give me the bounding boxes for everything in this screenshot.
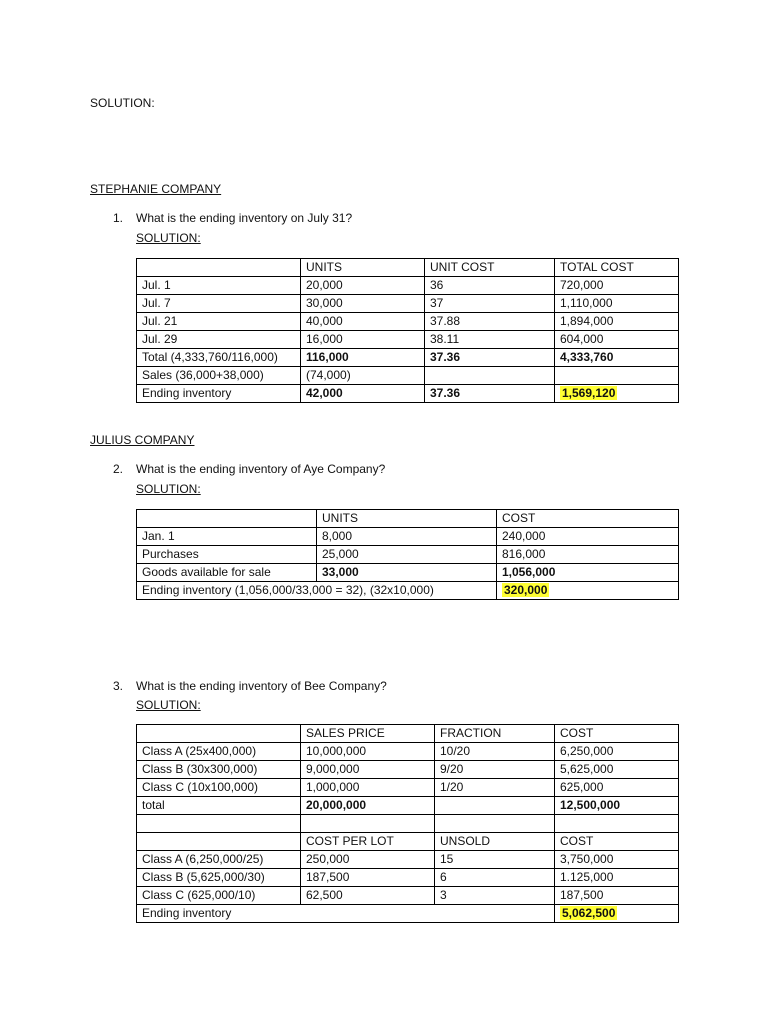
table-cell: 9,000,000: [301, 761, 435, 779]
inventory-table-bee: [136, 724, 679, 923]
table-cell: 187,500: [555, 887, 679, 905]
table-cell: 36: [425, 277, 555, 295]
table-cell: [301, 815, 435, 833]
table-row: [137, 277, 679, 295]
header-cell: [137, 833, 301, 851]
header-cell: TOTAL COST: [555, 259, 679, 277]
table-cell: Sales (36,000+38,000): [137, 367, 301, 385]
table-row: [137, 869, 679, 887]
table-cell: 40,000: [301, 313, 425, 331]
table-cell: 1,110,000: [555, 295, 679, 313]
table-row: [137, 331, 679, 349]
table-cell: 6,250,000: [555, 743, 679, 761]
table-cell: 1.125,000: [555, 869, 679, 887]
solution-label: SOLUTION:: [136, 482, 201, 496]
table-row: [137, 546, 679, 564]
table-cell: 3,750,000: [555, 851, 679, 869]
table-cell: 10,000,000: [301, 743, 435, 761]
inventory-table-stephanie: [136, 258, 679, 403]
table-cell: Class C (10x100,000): [137, 779, 301, 797]
question-text: What is the ending inventory of Bee Company?: [136, 679, 387, 693]
question-text: What is the ending inventory on July 31?: [136, 211, 353, 225]
table-header-row: [137, 725, 679, 743]
question-number: 1.: [113, 211, 124, 225]
table-cell: [435, 815, 555, 833]
table-row: [137, 761, 679, 779]
table-cell: Jul. 7: [137, 295, 301, 313]
table-cell: Jul. 1: [137, 277, 301, 295]
table-cell: Purchases: [137, 546, 317, 564]
table-cell: (74,000): [301, 367, 425, 385]
header-cell: SALES PRICE: [301, 725, 435, 743]
table-cell: 20,000,000: [301, 797, 435, 815]
header-cell: COST PER LOT: [301, 833, 435, 851]
table-cell: Jul. 21: [137, 313, 301, 331]
table-row: [137, 295, 679, 313]
header-cell: [137, 725, 301, 743]
answer-cell: [555, 905, 679, 923]
table-cell: 1/20: [435, 779, 555, 797]
table-row-ending: [137, 385, 679, 403]
table-cell: 240,000: [497, 528, 679, 546]
table-cell: 4,333,760: [555, 349, 679, 367]
header-cell: FRACTION: [435, 725, 555, 743]
header-cell: UNITS: [317, 510, 497, 528]
table-cell: 1,000,000: [301, 779, 435, 797]
table-row-ending: [137, 905, 679, 923]
question-number: 2.: [113, 462, 124, 476]
table-row-ending: [137, 582, 679, 600]
inventory-table-aye: [136, 509, 679, 600]
header-cell: [137, 510, 317, 528]
company-heading-stephanie: STEPHANIE COMPANY: [90, 182, 222, 196]
table-cell: 20,000: [301, 277, 425, 295]
table-cell: [435, 797, 555, 815]
header-cell: [137, 259, 301, 277]
table-cell: 16,000: [301, 331, 425, 349]
table-row-total: [137, 349, 679, 367]
table-cell: 6: [435, 869, 555, 887]
table-cell: Goods available for sale: [137, 564, 317, 582]
table-cell: 62,500: [301, 887, 435, 905]
table-row: [137, 887, 679, 905]
highlighted-answer: 5,062,500: [562, 906, 616, 920]
solution-label: SOLUTION:: [136, 231, 201, 245]
question-text: What is the ending inventory of Aye Company?: [136, 462, 386, 476]
table-cell: 604,000: [555, 331, 679, 349]
table-cell: 30,000: [301, 295, 425, 313]
table-cell: [555, 815, 679, 833]
table-cell: 625,000: [555, 779, 679, 797]
table-cell: Class B (5,625,000/30): [137, 869, 301, 887]
table-cell: Class C (625,000/10): [137, 887, 301, 905]
table-cell: total: [137, 797, 301, 815]
table-cell: Ending inventory (1,056,000/33,000 = 32), (32x10,000): [137, 582, 497, 600]
table-spacer-row: [137, 815, 679, 833]
table-cell: 720,000: [555, 277, 679, 295]
highlighted-answer: 1,569,120: [562, 386, 616, 400]
table-row-total: [137, 564, 679, 582]
table-row: [137, 313, 679, 331]
header-cell: COST: [555, 833, 679, 851]
table-cell: 38.11: [425, 331, 555, 349]
company-heading-julius: JULIUS COMPANY: [90, 433, 195, 447]
table-cell: Class B (30x300,000): [137, 761, 301, 779]
table-cell: 25,000: [317, 546, 497, 564]
header-cell: UNIT COST: [425, 259, 555, 277]
solution-label: SOLUTION:: [136, 698, 201, 712]
table-row: [137, 743, 679, 761]
table-cell: 3: [435, 887, 555, 905]
answer-cell: [555, 385, 679, 403]
table-row: [137, 367, 679, 385]
table-cell: Jan. 1: [137, 528, 317, 546]
table-row: [137, 528, 679, 546]
table-row-total: [137, 797, 679, 815]
table-cell: 250,000: [301, 851, 435, 869]
table-cell: 1,894,000: [555, 313, 679, 331]
table-header-row: [137, 510, 679, 528]
table-cell: 12,500,000: [555, 797, 679, 815]
table-cell: 116,000: [301, 349, 425, 367]
table-cell: 15: [435, 851, 555, 869]
table-cell: Ending inventory: [137, 385, 301, 403]
table-cell: Class A (6,250,000/25): [137, 851, 301, 869]
table-header-row: [137, 833, 679, 851]
header-cell: UNITS: [301, 259, 425, 277]
table-cell: 187,500: [301, 869, 435, 887]
table-cell: [555, 367, 679, 385]
table-cell: 33,000: [317, 564, 497, 582]
table-cell: 42,000: [301, 385, 425, 403]
answer-cell: [497, 582, 679, 600]
table-cell: 816,000: [497, 546, 679, 564]
table-cell: [425, 367, 555, 385]
table-cell: Ending inventory: [137, 905, 555, 923]
table-cell: 8,000: [317, 528, 497, 546]
table-cell: 37.36: [425, 349, 555, 367]
table-cell: 37: [425, 295, 555, 313]
table-cell: [137, 815, 301, 833]
table-cell: Jul. 29: [137, 331, 301, 349]
table-cell: Total (4,333,760/116,000): [137, 349, 301, 367]
table-header-row: [137, 259, 679, 277]
header-cell: UNSOLD: [435, 833, 555, 851]
header-cell: COST: [497, 510, 679, 528]
table-cell: Class A (25x400,000): [137, 743, 301, 761]
table-row: [137, 851, 679, 869]
highlighted-answer: 320,000: [504, 583, 548, 597]
table-cell: 37.36: [425, 385, 555, 403]
table-cell: 5,625,000: [555, 761, 679, 779]
table-cell: 9/20: [435, 761, 555, 779]
header-cell: COST: [555, 725, 679, 743]
table-cell: 10/20: [435, 743, 555, 761]
table-cell: 1,056,000: [497, 564, 679, 582]
table-cell: 37.88: [425, 313, 555, 331]
table-row: [137, 779, 679, 797]
page-heading: SOLUTION:: [90, 96, 155, 110]
question-number: 3.: [113, 679, 124, 693]
